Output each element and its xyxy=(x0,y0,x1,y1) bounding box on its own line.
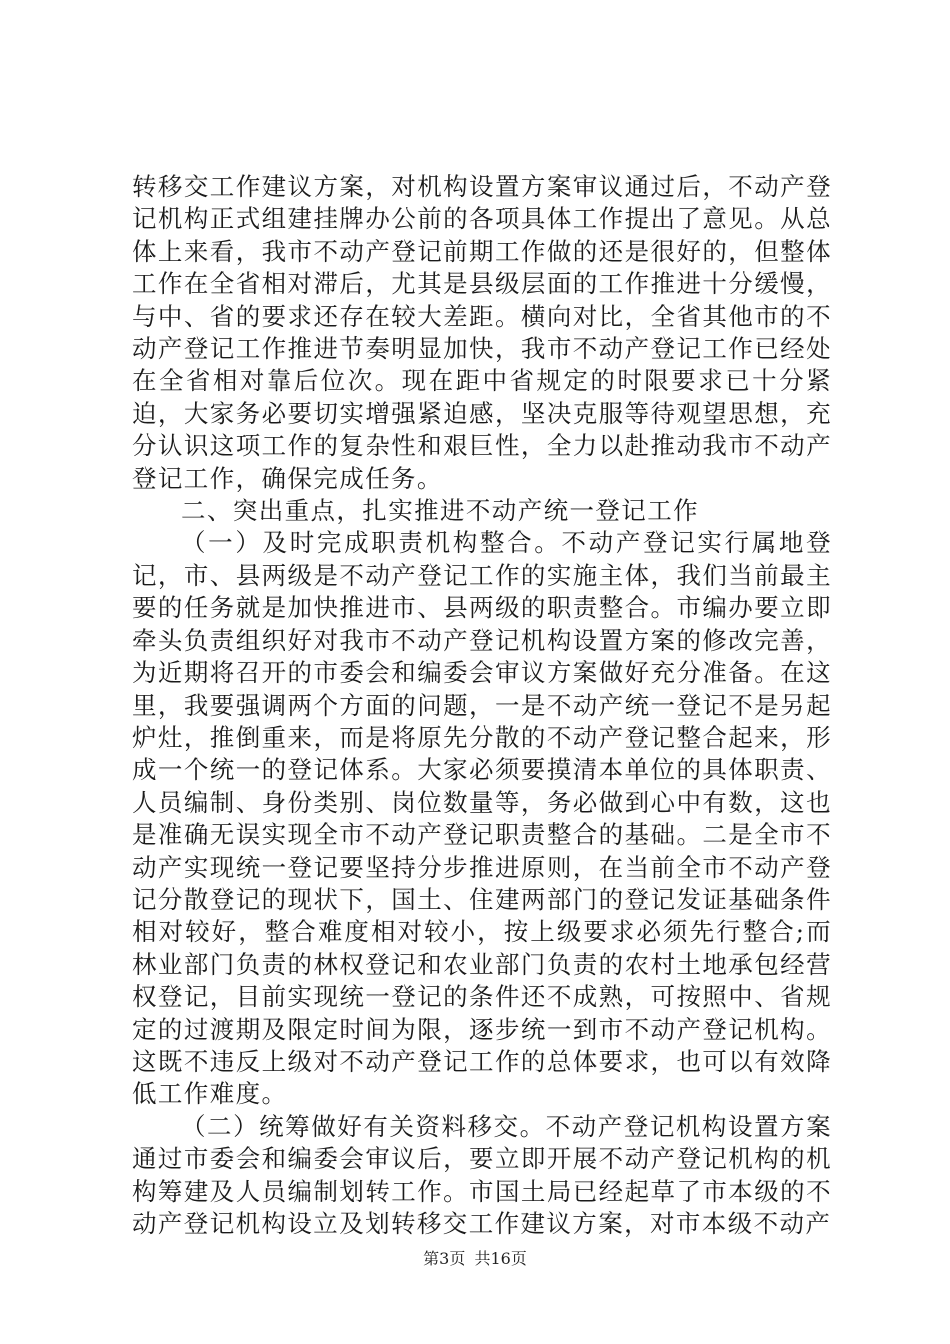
page-total: 共16页 xyxy=(474,1249,527,1268)
page-footer xyxy=(0,1249,950,1269)
document-body xyxy=(132,171,832,1240)
paragraph-item-1: （一）及时完成职责机构整合。不动产登记实行属地登记，市、县两级是不动产登记工作的实施主体，我们当前最主要的任务就是加快推进市、县两级的职责整合。市编办要立即牵头负责组织好对我市不动产登记机构设置方案的修改完善，为近期将召开的市委会和编委会审议方案做好充分准备。在这里，我要强调两个方面的问题，一是不动产统一登记不是另起炉灶，推倒重来，而是将原先分散的不动产登记整合起来，形成一个统一的登记体系。大家必须要摸清本单位的具体职责、人员编制、身份类别、岗位数量等，务必做到心中有数，这也是准确无误实现全市不动产登记职责整合的基础。二是全市不动产实现统一登记要坚持分步推进原则，在当前全市不动产登记分散登记的现状下，国土、住建两部门的登记发证基础条件相对较好，整合难度相对较小，按上级要求必须先行整合;而林业部门负责的林权登记和农业部门负责的农村土地承包经营权登记，目前实现统一登记的条件还不成熟，可按照中、省规定的过渡期及限定时间为限，逐步统一到市不动产登记机构。这既不违反上级对不动产登记工作的总体要求，也可以有效降低工作难度。 xyxy=(132,528,832,1109)
page-number: 第3页 xyxy=(423,1249,466,1268)
paragraph-continued: 转移交工作建议方案，对机构设置方案审议通过后，不动产登记机构正式组建挂牌办公前的各项具体工作提出了意见。从总体上来看，我市不动产登记前期工作做的还是很好的，但整体工作在全省相对滞后，尤其是县级层面的工作推进十分缓慢，与中、省的要求还存在较大差距。横向对比，全省其他市的不动产登记工作推进节奏明显加快，我市不动产登记工作已经处在全省相对靠后位次。现在距中省规定的时限要求已十分紧迫，大家务必要切实增强紧迫感，坚决克服等待观望思想，充分认识这项工作的复杂性和艰巨性，全力以赴推动我市不动产登记工作，确保完成任务。 xyxy=(132,172,832,493)
section-heading: 二、突出重点，扎实推进不动产统一登记工作 xyxy=(181,496,699,526)
paragraph-item-2: （二）统筹做好有关资料移交。不动产登记机构设置方案通过市委会和编委会审议后，要立即开展不动产登记机构的机构筹建及人员编制划转工作。市国土局已经起草了市本级的不动产登记机构设立及划转移交工作建议方案，对市本级不动产 xyxy=(132,1111,832,1238)
